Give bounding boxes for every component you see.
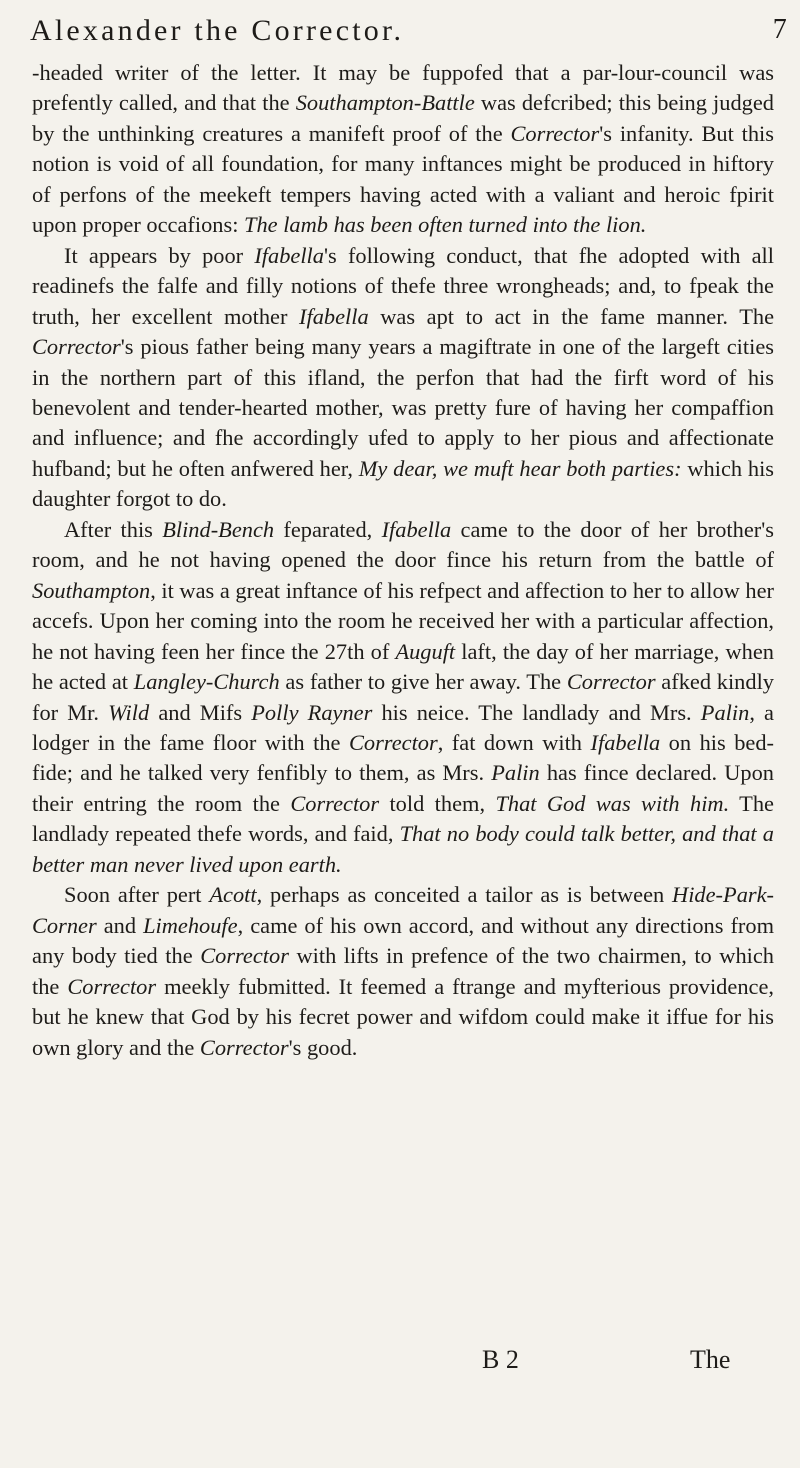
text-run: on his bed-fide; and he talked very fenfibly to them, as Mrs.	[32, 729, 774, 786]
italic-run: Corrector	[200, 943, 289, 969]
text-run: 's pious father being many years a magiftrate in one of the largeft cities in the northern part of this ifland, the perfon that had the firft word of his benevolent and tender-hearted mother, was pretty fure of having her compaffion and influence; and fhe accordingly ufed to apply to her pious and affectionate hufband; but he often anfwered her,	[32, 334, 774, 481]
italic-run: Corrector	[566, 669, 656, 695]
italic-run: Palin	[491, 760, 540, 786]
italic-run: Blind-Bench	[162, 516, 275, 542]
italic-run: Limehoufe	[143, 912, 238, 938]
italic-run: Corrector	[290, 790, 380, 816]
italic-run: Ifabella	[254, 242, 324, 268]
italic-run: Corrector	[67, 973, 157, 999]
text-run: The landlady repeated thefe words, and faid,	[32, 790, 774, 847]
running-header	[30, 14, 790, 58]
text-run: has fince declared. Upon their entring the room the	[32, 760, 774, 816]
text-run: , came of his own accord, and without any directions from any body tied the	[32, 912, 774, 969]
text-run: afked kindly for Mr.	[32, 669, 774, 725]
italic-run: Ifabella	[299, 303, 369, 329]
text-run: was apt to act in the fame manner. The	[368, 303, 775, 329]
text-run: 's following conduct, that fhe adopted with all readinefs the falfe and filly notions of thefe three wrongheads; and, to fpeak the truth, her excellent mother	[32, 242, 774, 329]
italic-run: Wild	[108, 699, 150, 725]
text-run: as father to give her away. The	[279, 669, 567, 695]
italic-run: Southampton-Battle	[295, 90, 475, 116]
text-run: with lifts in prefence of the two chairmen, to which the	[32, 943, 774, 999]
text-run: laft, the day of her marriage, when he acted at	[32, 638, 774, 695]
text-run: and	[96, 912, 144, 938]
running-title: Alexander the Corrector.	[30, 14, 405, 47]
italic-run: Langley-Church	[133, 669, 280, 695]
text-run: Soon after pert	[64, 882, 210, 908]
italic-run: That no body could talk better, and that a better man never lived upon earth.	[32, 821, 774, 877]
text-run: his neice. The landlady and Mrs.	[372, 699, 701, 725]
text-run: meekly fubmitted. It feemed a ftrange and myfterious providence, but he knew that God by his fecret power and wifdom could make it iffue for his own glory and the	[32, 973, 774, 1060]
text-run: 's infanity. But this notion is void of all foundation, for many inftances might be produced in hiftory of perfons of the meekeft tempers having acted with a valiant and heroic fpirit upon proper occafions:	[32, 120, 774, 238]
text-run: , perhaps as conceited a tailor as is between	[256, 882, 673, 908]
italic-run: Corrector	[348, 729, 438, 755]
text-run: told them,	[379, 790, 496, 816]
italic-run: Palin	[700, 699, 750, 725]
text-run: After this	[64, 516, 163, 542]
italic-run: The lamb has been often turned into the lion.	[244, 212, 647, 238]
italic-run: That God was with him.	[495, 790, 730, 816]
paragraph	[32, 241, 774, 515]
page-number: 7	[772, 14, 790, 45]
italic-run: Southampton	[32, 577, 151, 603]
italic-run: Corrector	[510, 120, 600, 146]
text-run: feparated,	[274, 516, 382, 542]
text-run: came to the door of her brother's room, and he not having opened the door fince his return from the battle of	[32, 516, 774, 573]
italic-run: Corrector	[32, 334, 121, 360]
italic-run: Hide-Park-Corner	[32, 882, 774, 938]
italic-run: My dear, we muft hear both parties:	[358, 455, 682, 481]
text-run: which his daughter forgot to do.	[32, 455, 775, 512]
paragraph	[32, 880, 774, 1063]
italic-run: Ifabella	[590, 729, 661, 755]
page-footer	[0, 1345, 800, 1385]
text-run: It appears by poor	[64, 242, 255, 268]
body-text	[32, 58, 774, 1063]
text-run: 's good.	[288, 1034, 358, 1060]
italic-run: Acott	[209, 882, 257, 908]
signature-mark: B 2	[482, 1345, 519, 1374]
italic-run: Auguft	[395, 638, 456, 664]
italic-run: Ifabella	[381, 516, 452, 542]
catchword: The	[690, 1345, 731, 1374]
text-run: , a lodger in the fame floor with the	[32, 699, 774, 755]
text-run: , it was a great inftance of his refpect and affection to her to allow her accefs. Upon her coming into the room he received her with a particular affection, he not having feen her fince the 27th of	[32, 577, 774, 664]
italic-run: Polly Rayner	[251, 699, 373, 725]
text-run: , fat down with	[437, 729, 591, 755]
paragraph	[32, 58, 774, 241]
text-run: and Mifs	[149, 699, 252, 725]
paragraph	[32, 515, 774, 880]
italic-run: Corrector	[199, 1034, 289, 1060]
text-run: was defcribed; this being judged by the unthinking creatures a manifeft proof of the	[32, 90, 774, 146]
text-run: -headed writer of the letter. It may be fuppofed that a par-lour-council was prefently called, and that the	[32, 60, 774, 116]
